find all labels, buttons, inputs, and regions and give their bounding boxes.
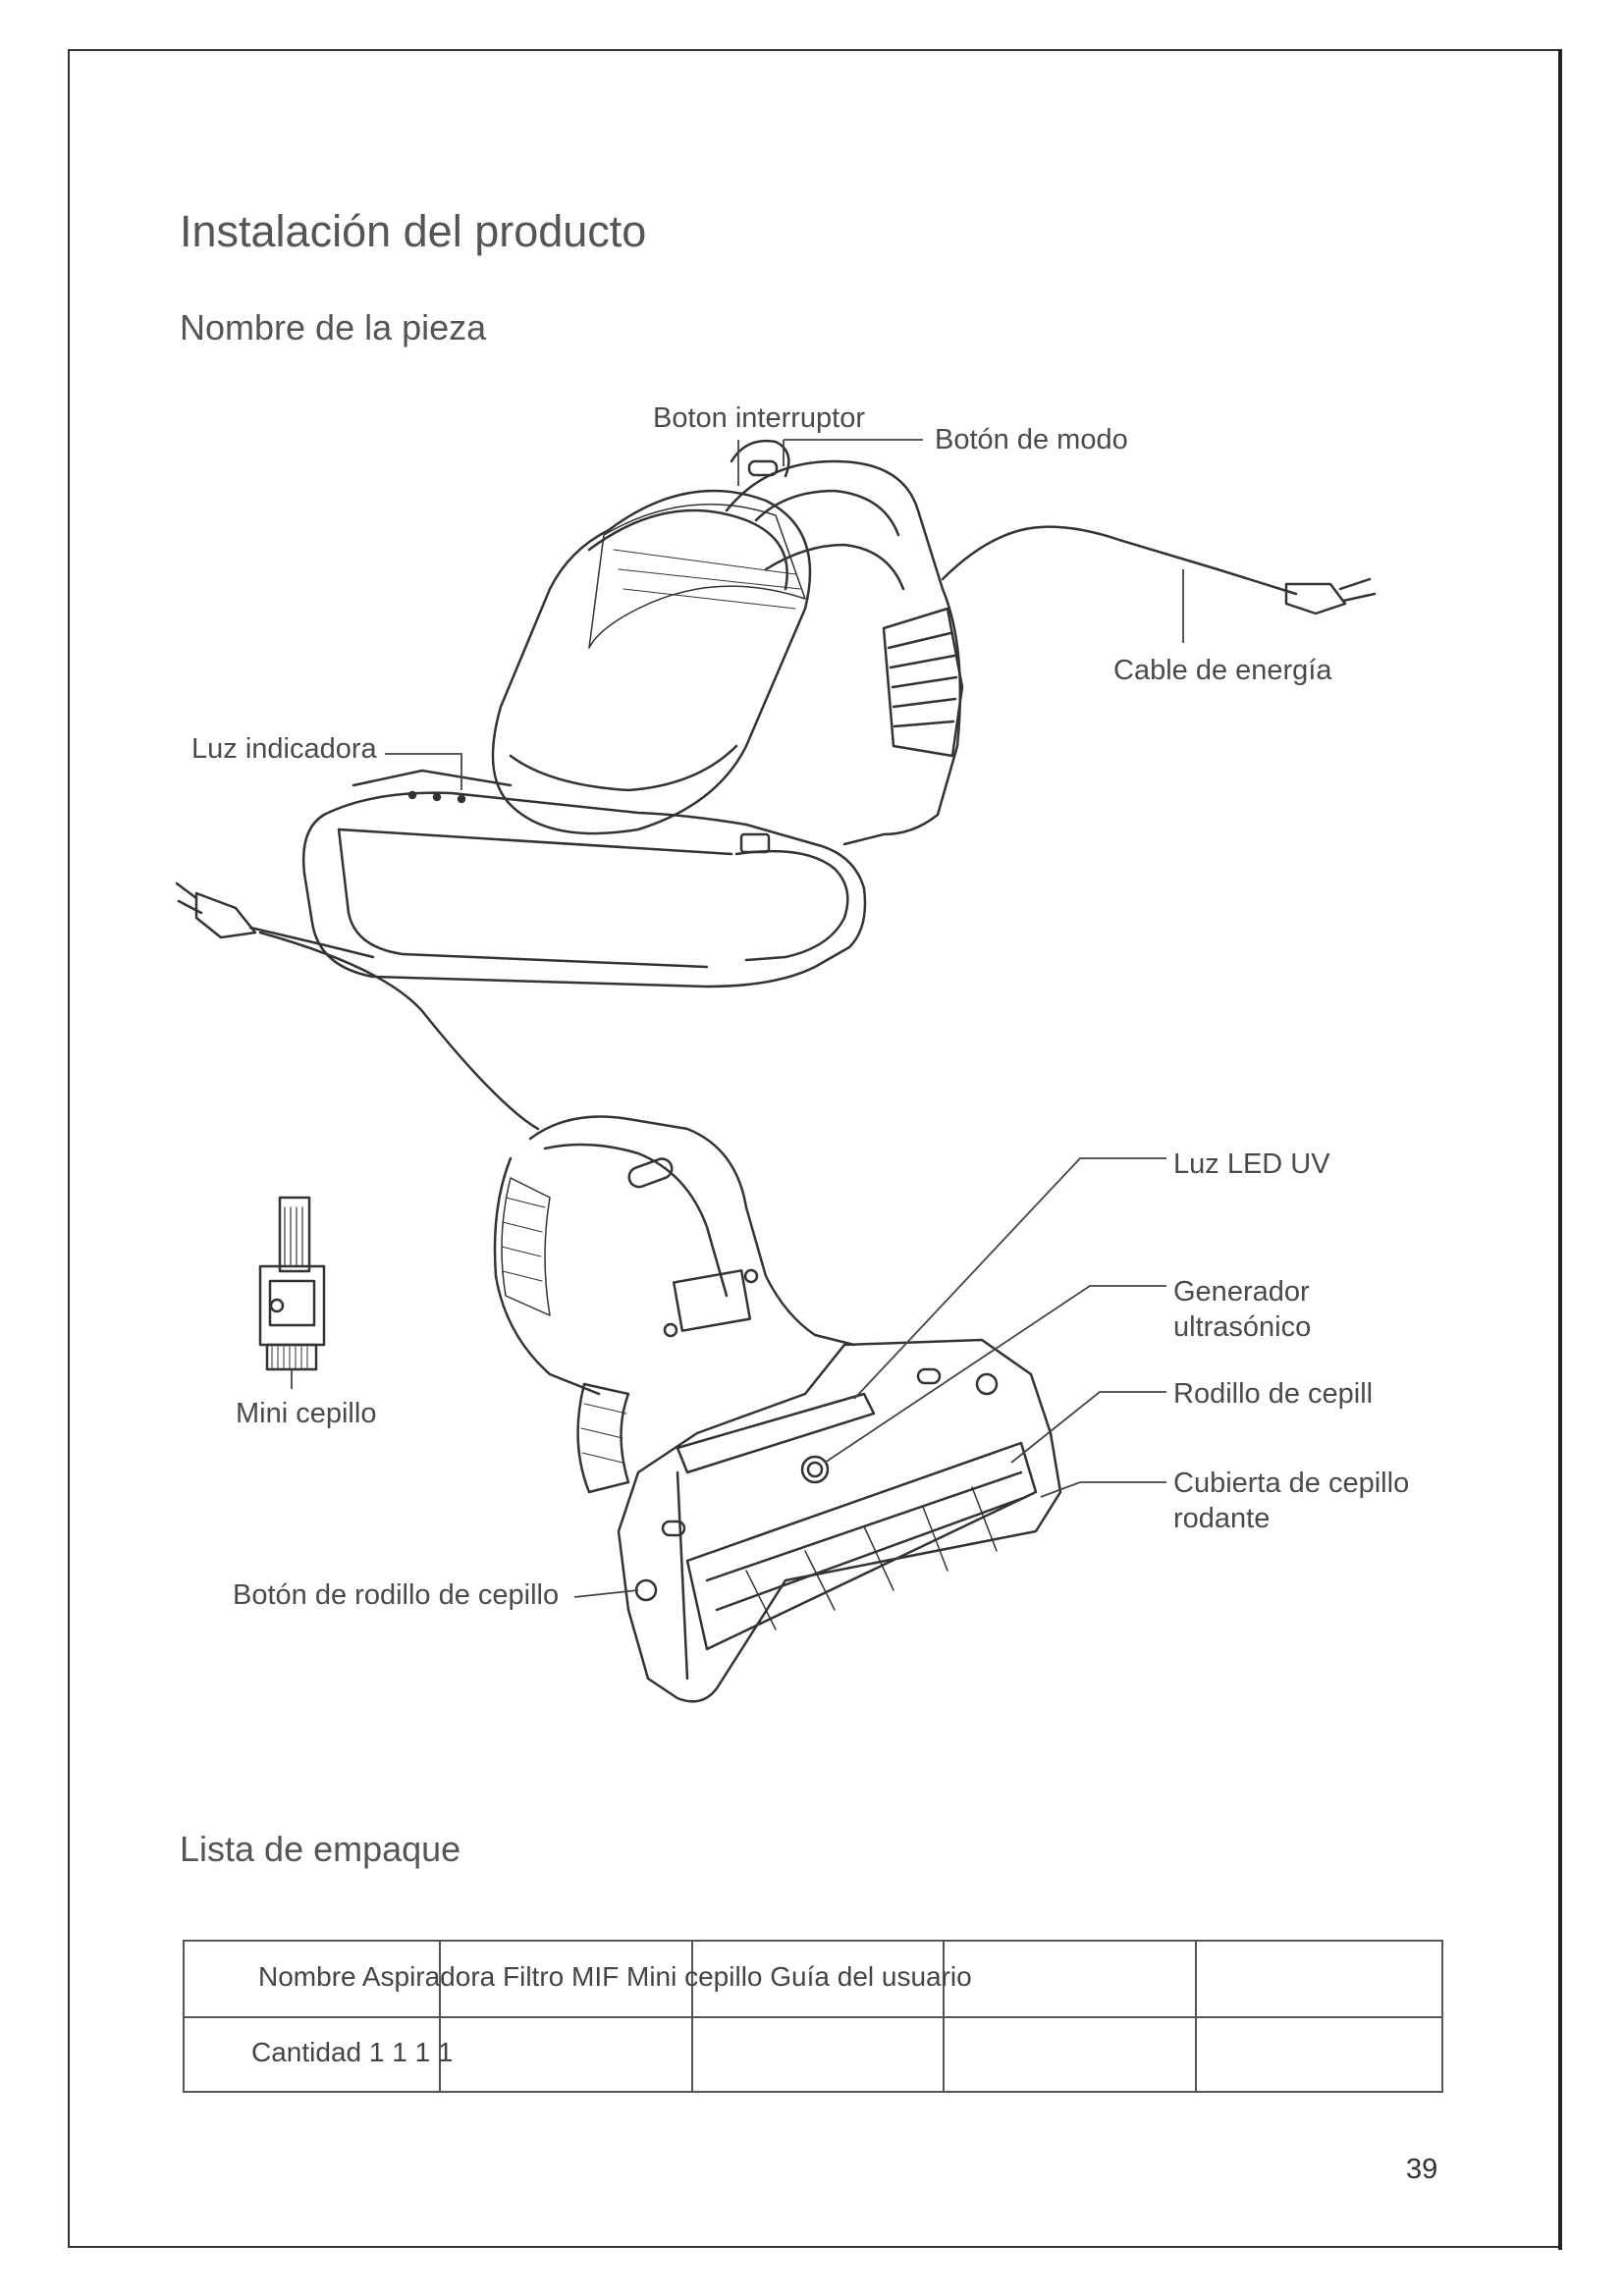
label-indicator-light: Luz indicadora (191, 733, 377, 765)
label-power-button: Boton interruptor (653, 402, 866, 434)
table-row-divider (185, 2016, 1441, 2018)
vacuum-top-view (177, 441, 1375, 1129)
table-row-names: Nombre Aspiradora Filtro MIF Mini cepillo Guía del usuario (258, 1961, 972, 1992)
page-title: Instalación del producto (180, 206, 647, 256)
label-roller-cover-line2: rodante (1173, 1503, 1271, 1534)
label-ultrasonic-line2: ultrasónico (1173, 1311, 1312, 1343)
label-mode-button: Botón de modo (935, 424, 1128, 455)
label-roller-cover-line1: Cubierta de cepillo (1173, 1468, 1410, 1499)
mini-brush-drawing (260, 1198, 324, 1369)
page-number: 39 (1406, 2154, 1438, 2185)
label-uv-led: Luz LED UV (1173, 1148, 1330, 1180)
table-row-quantities: Cantidad 1 1 1 1 (251, 2037, 454, 2067)
packing-list-table (183, 1940, 1443, 2093)
label-ultrasonic-line1: Generador (1173, 1276, 1310, 1308)
label-mini-brush: Mini cepillo (236, 1398, 377, 1429)
vacuum-bottom-view (495, 1117, 1060, 1702)
label-brush-roller: Rodillo de cepill (1173, 1378, 1374, 1410)
section-title-packing: Lista de empaque (180, 1829, 461, 1869)
label-roller-button: Botón de rodillo de cepillo (233, 1579, 560, 1611)
label-power-cable: Cable de energía (1113, 655, 1332, 686)
leader-lines (292, 440, 1183, 1597)
section-title-parts: Nombre de la pieza (180, 307, 487, 347)
